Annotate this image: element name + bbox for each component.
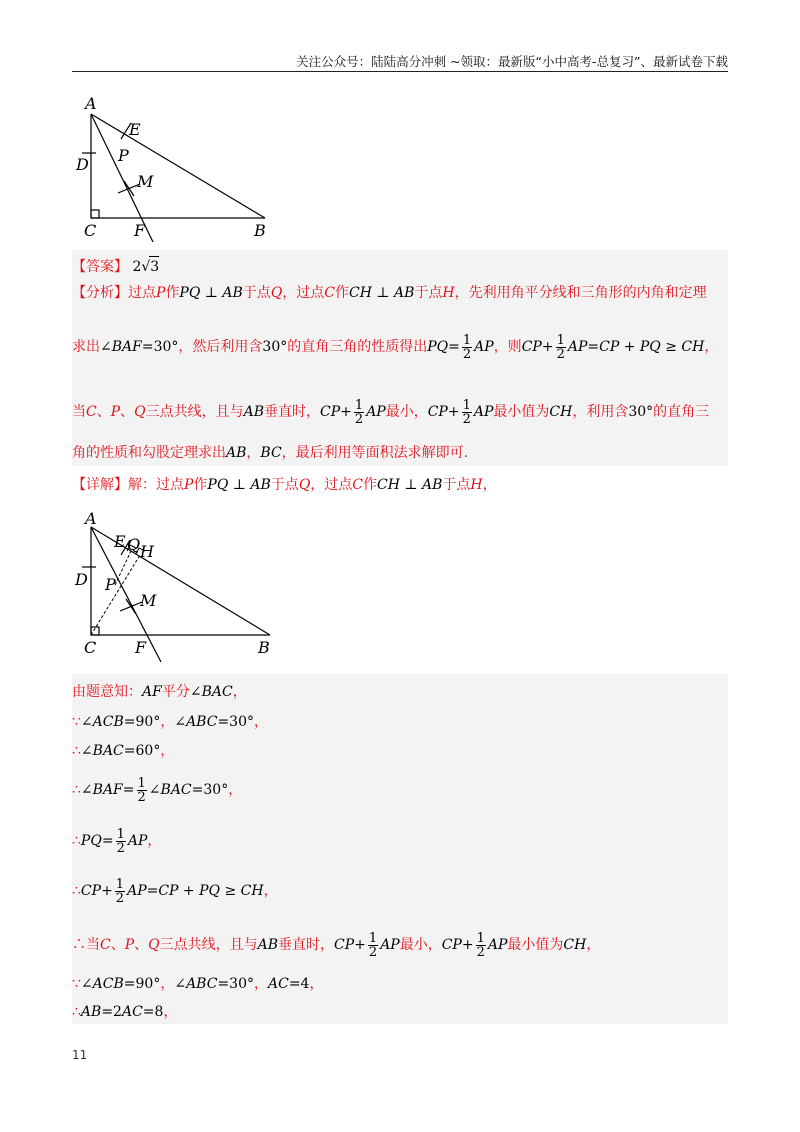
label-d: D: [76, 155, 89, 174]
label-p: P: [118, 146, 129, 165]
detail-step-6: ∴CP+ $\frac{1}{2}$ AP=CP + PQ ≥ CH，: [72, 876, 278, 906]
analysis-line-4: 角的性质和勾股定理求出AB，BC，最后利用等面积法求解即可.: [72, 445, 469, 461]
detail-step-5: ∴PQ= $\frac{1}{2}$ AP，: [72, 826, 162, 856]
label-f: F: [134, 221, 146, 240]
label-c: C: [84, 638, 97, 657]
detail-step-3: ∴∠BAC=60°，: [72, 743, 175, 759]
label-b: B: [258, 638, 270, 657]
label-f: F: [135, 638, 147, 657]
label-e: E: [129, 120, 141, 139]
answer-line: [72, 256, 159, 277]
page-header: 关注公众号：陆陆高分冲刺 ~领取：最新版“小中高考-总复习”、最新试卷下载: [296, 54, 728, 69]
label-a: A: [85, 510, 97, 528]
segment-pq: [115, 551, 131, 585]
label-m: M: [140, 591, 157, 610]
detail-step-1: 由题意知：AF平分∠BAC，: [72, 684, 247, 700]
detail-step-8: ∵∠ACB=90°，∠ABC=30°，AC=4，: [72, 976, 324, 992]
answer-value: 2√3: [132, 259, 159, 275]
detail-step-4: ∴∠BAF= $\frac{1}{2}$ ∠BAC=30°，: [72, 775, 243, 805]
label-b: B: [254, 221, 266, 240]
detail-step-2: ∵∠ACB=90°，∠ABC=30°，: [72, 714, 268, 730]
page-number: 11: [72, 1048, 88, 1062]
arc-mark-m2: [126, 599, 136, 614]
analysis-line-2: 求出∠BAF=30°，然后利用含30°的直角三角的性质得出PQ= $\frac{1}{2}$ AP，则CP+ $\frac{1}{2}$ AP=CP + PQ ≥ CH，: [72, 332, 719, 362]
label-p: P: [105, 575, 116, 594]
answer-tag: 【答案】: [72, 259, 128, 275]
header-rule: [72, 71, 728, 72]
figure-triangle-1: [72, 92, 282, 242]
side-ab: [91, 114, 265, 218]
detail-step-7: ∴当C、P、Q三点共线，且与AB垂直时，CP+ $\frac{1}{2}$ AP最小，CP+ $\frac{1}{2}$ AP最小值为CH，: [72, 930, 601, 960]
right-angle-mark: [91, 210, 99, 218]
segment-ch: [91, 555, 140, 635]
label-a: A: [85, 94, 97, 113]
label-c: C: [84, 221, 97, 240]
label-m: M: [137, 172, 154, 191]
figure-triangle-2: [72, 510, 276, 662]
label-q: Q: [127, 535, 141, 554]
analysis-line-3: 当C、P、Q三点共线，且与AB垂直时，CP+ $\frac{1}{2}$ AP最小，CP+ $\frac{1}{2}$ AP最小值为CH，利用含30°的直角三: [72, 397, 710, 427]
analysis-tag: 【分析】: [72, 285, 128, 301]
analysis-line-1: 【分析】过点P作PQ ⊥ AB于点Q，过点C作CH ⊥ AB于点H，先利用角平分线和三角形的内角和定理: [72, 285, 707, 301]
label-d: D: [75, 570, 88, 589]
label-e: E: [114, 532, 126, 551]
detail-intro-line: 【详解】解：过点P作PQ ⊥ AB于点Q，过点C作CH ⊥ AB于点H，: [72, 477, 497, 493]
detail-step-9: ∴AB=2AC=8，: [72, 1004, 178, 1020]
label-h: H: [140, 542, 154, 561]
detail-tag: 【详解】: [72, 477, 128, 493]
